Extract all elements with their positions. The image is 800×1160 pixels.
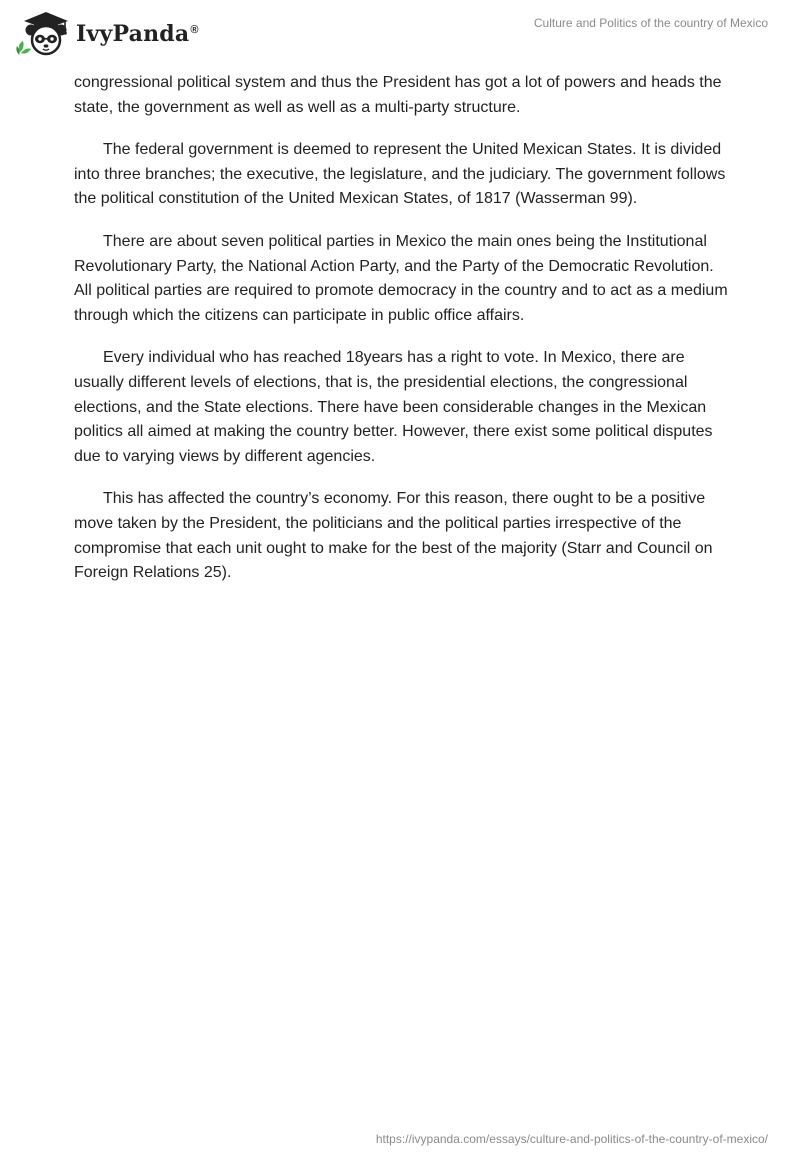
essay-body: [74, 71, 734, 604]
paragraph-1: congressional political system and thus the President has got a lot of powers and heads the state, the government as well as well as a multi-party structure.: [74, 74, 722, 116]
brand-logo[interactable]: [14, 8, 199, 58]
panda-graduate-icon: [14, 8, 74, 58]
document-title: Culture and Politics of the country of Mexico: [533, 16, 768, 30]
paragraph-2: The federal government is deemed to represent the United Mexican States. It is divided into three branches; the executive, the legislature, and the judiciary. The government follows the political constitution of the United Mexican States, of 1817 (Wasserman 99).: [74, 141, 726, 208]
source-url-link[interactable]: https://ivypanda.com/essays/culture-and-politics-of-the-country-of-mexico/: [375, 1132, 768, 1146]
paragraph-3: There are about seven political parties in Mexico the main ones being the Institutional Revolutionary Party, the National Action Party, and the Party of the Democratic Revolution. All political parties are required to promote democracy in the country and to act as a medium through which the citizens can participate in public office affairs.: [74, 232, 728, 324]
paragraph-5: This has affected the country’s economy. For this reason, there ought to be a positive move taken by the President, the politicians and the political parties irrespective of the compromise that each unit ought to make for the best of the majority (Starr and Council on Foreign Relations 25).: [74, 490, 713, 582]
paragraph-4: Every individual who has reached 18years has a right to vote. In Mexico, there are usually different levels of elections, that is, the presidential elections, the congressional elections, and the State elections. There have been considerable changes in the Mexican politics all aimed at making the country better. However, there exist some political disputes due to varying views by different agencies.: [74, 349, 713, 465]
brand-name: IvyPanda®: [76, 21, 199, 47]
page-header: [0, 0, 800, 70]
registered-mark: ®: [190, 23, 199, 36]
